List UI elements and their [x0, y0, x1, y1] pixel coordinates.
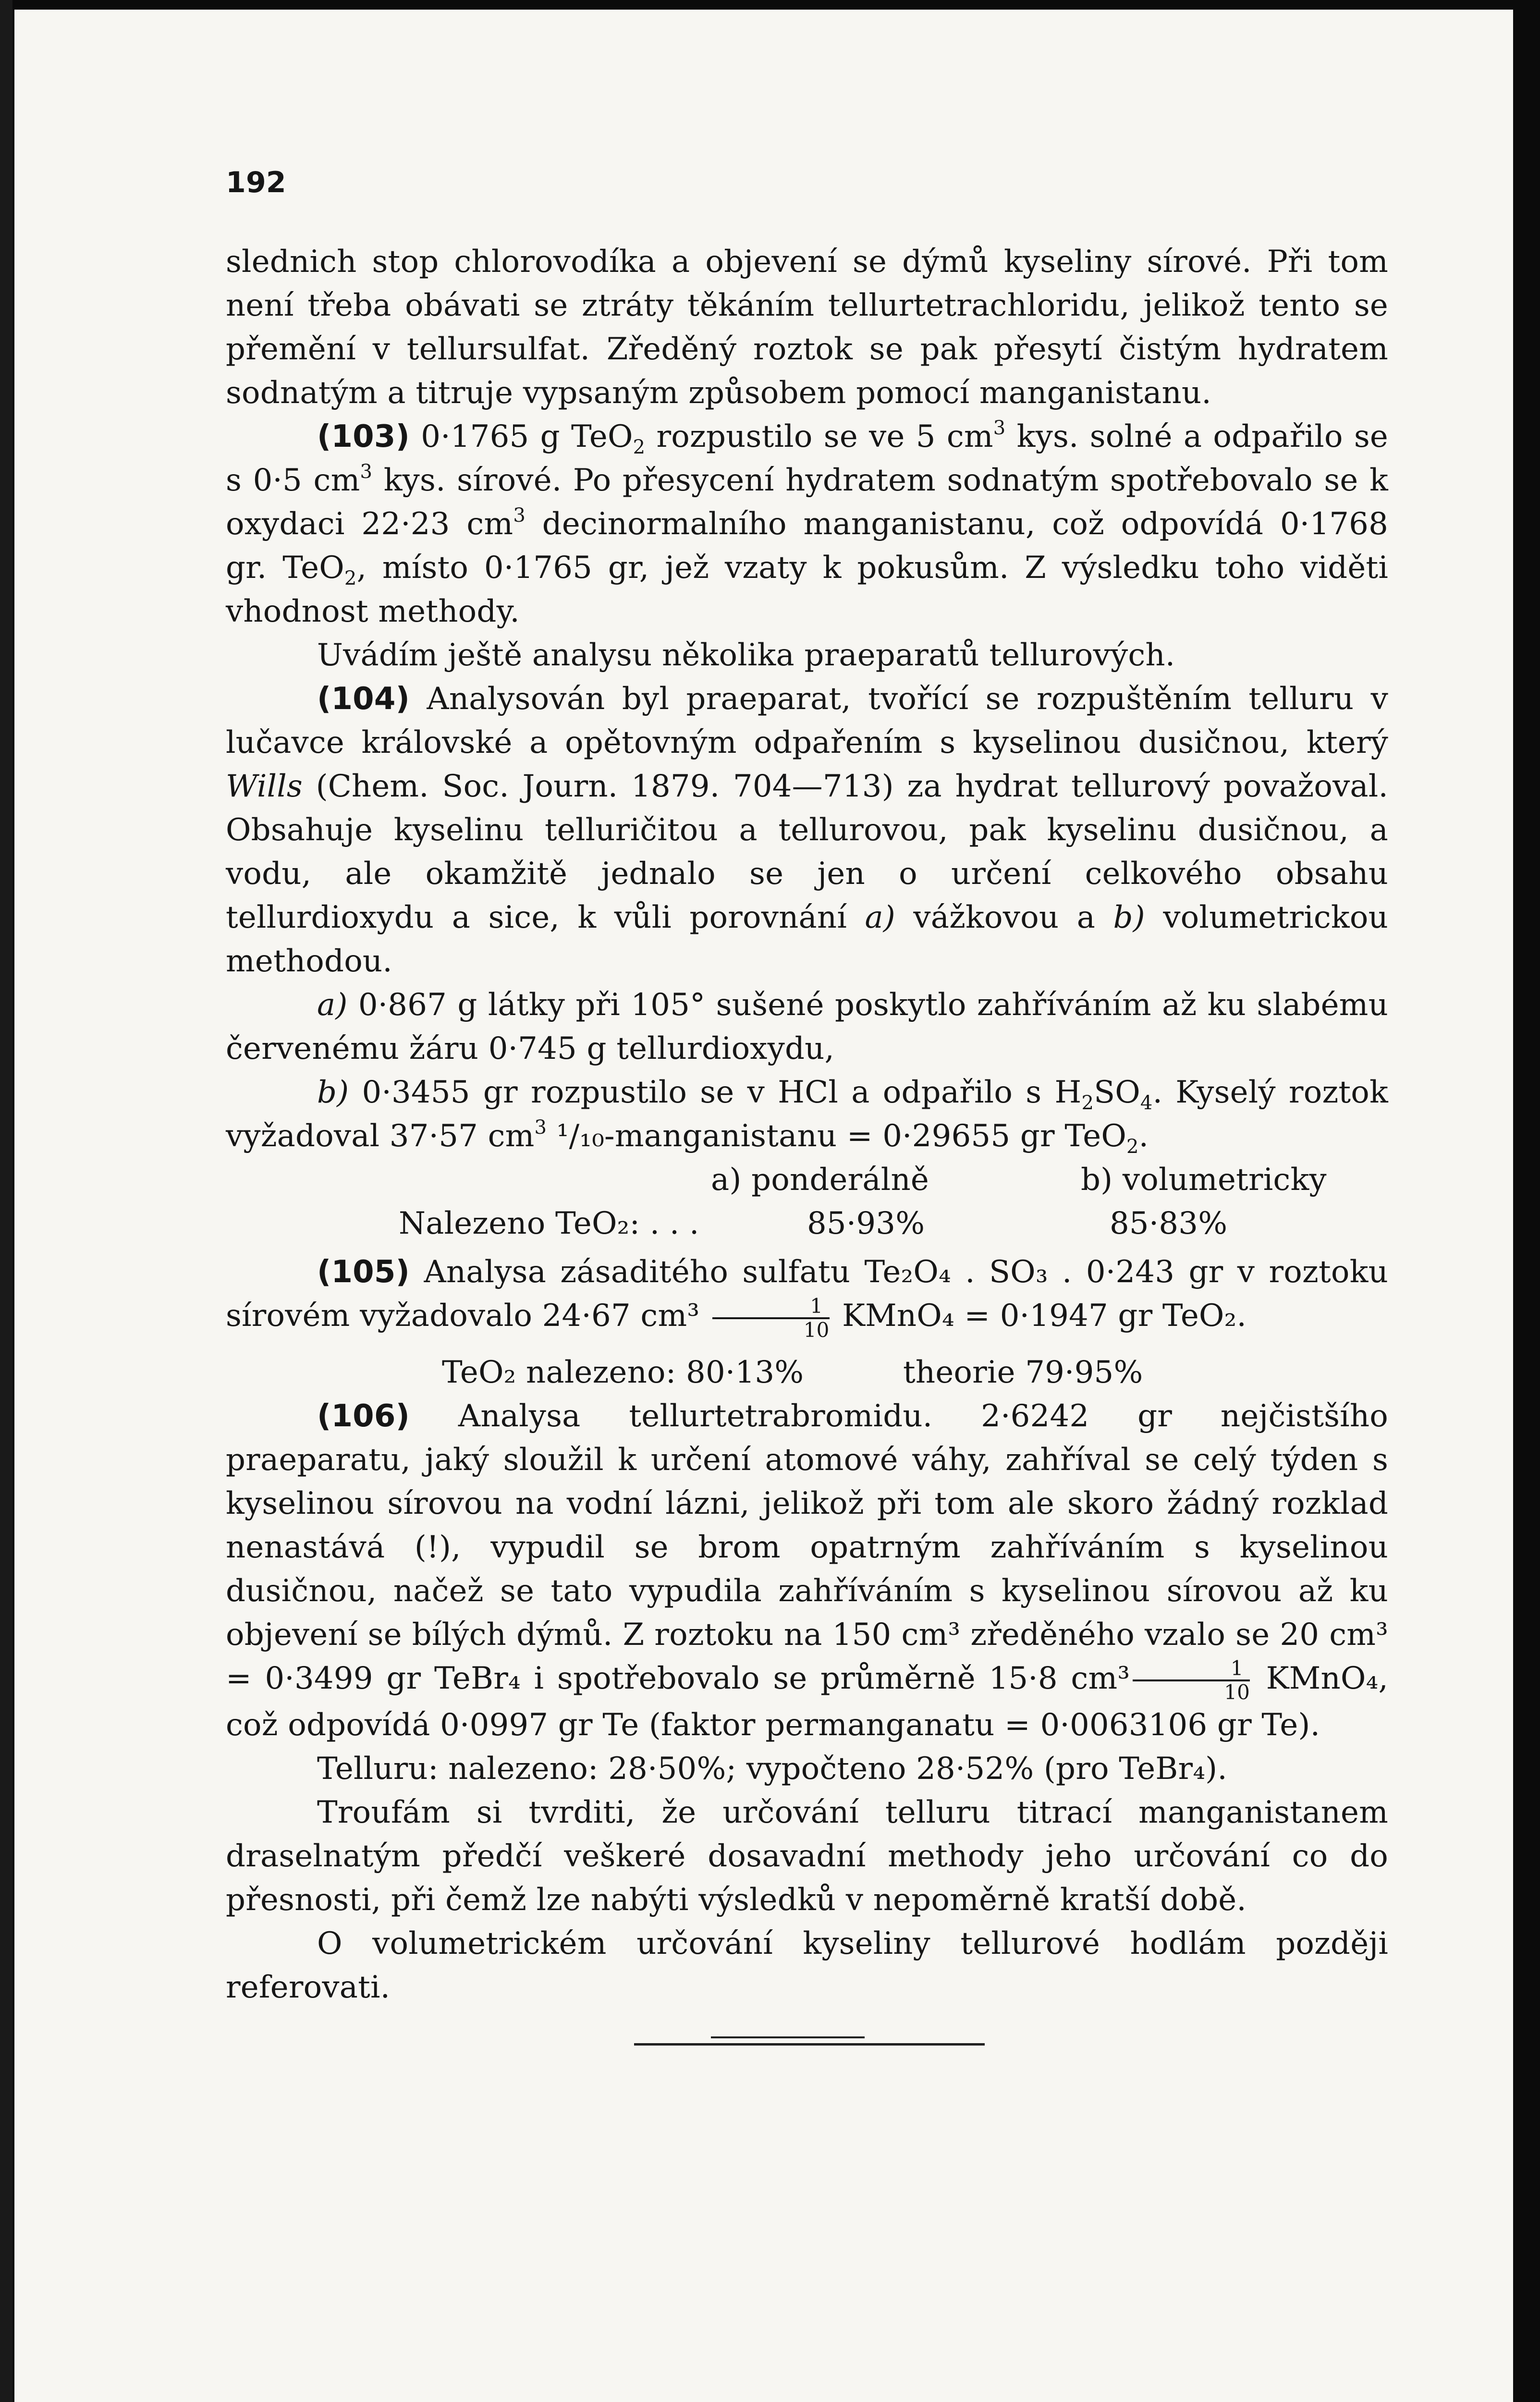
result-105-theory: theorie 79·95%	[903, 1354, 1143, 1390]
page-content	[226, 163, 1388, 2067]
item-number-104: (104)	[317, 681, 410, 717]
result-105-found: TeO₂ nalezeno: 80·13%	[442, 1354, 804, 1390]
value-volumetricky: 85·83%	[1110, 1206, 1228, 1241]
paragraph-praeparaty: Uvádím ještě analysu několika praeparatů tellurových.	[317, 637, 1175, 673]
rule-long	[634, 2043, 985, 2046]
paragraph-intro: slednich stop chlorovodíka a objevení se dýmů kyseliny sírové. Při tom není třeba obávati se ztráty těkáním tellurtetrachloridu, jelikož tento se přemění v tellursulfat. Zředěný roztok se pak přesytí čistým hydratem sodnatým a titruje vypsaným způsobem pomocí manganistanu.	[226, 244, 1388, 411]
value-ponderalne: 85·93%	[807, 1206, 925, 1241]
column-ponderalne: a) ponderálně	[711, 1162, 929, 1198]
scan-border	[0, 0, 12, 2402]
paragraph-final: O volumetrickém určování kyseliny tellurové hodlám později referovati.	[226, 1926, 1388, 2005]
paragraph-telluru: Telluru: nalezeno: 28·50%; vypočteno 28·52% (pro TeBr₄).	[317, 1751, 1227, 1787]
rule-short	[711, 2036, 865, 2038]
item-number-103: (103)	[317, 419, 410, 454]
paragraph-105: (105) Analysa zásaditého sulfatu Te₂O₄ . SO₃ . 0·243 gr v roztoku sírovém vyžadovalo 24·67 cm³ $\frac{1}{10}$ KMnO₄ = 0·1947 gr TeO₂.	[226, 1254, 1388, 1342]
fraction-one-tenth: $\frac{1}{10}$	[712, 1295, 830, 1341]
paragraph-104: (104) Analysován byl praeparat, tvořící se rozpuštěním telluru v lučavce královské a opětovným odpařením s kyselinou dusičnou, který Wills (Chem. Soc. Journ. 1879. 704—713) za hydrat tellurový považoval. Obsahuje kyselinu telluričitou a tellurovou, pak kyselinu dusičnou, a vodu, ale okamžitě jednalo se jen o určení celkového obsahu tellurdioxydu a sice, k vůli porovnání a) vážkovou a b) volumetrickou methodou.	[226, 681, 1389, 979]
author-wills: Wills	[226, 769, 303, 804]
paragraph-a: a) 0·867 g látky při 105° sušené poskytlo zahříváním až ku slabému červenému žáru 0·745 g tellurdioxydu,	[226, 987, 1388, 1066]
paragraph-106: (106) Analysa tellurtetrabromidu. 2·6242 gr nejčistšího praeparatu, jaký sloužil k určení atomové váhy, zahříval se celý týden s kyselinou sírovou na vodní lázni, jelikož při tom ale skoro žádný rozklad nenastává (!), vypudil se brom opatrným zahříváním s kyselinou dusičnou, načež se tato vypudila zahříváním s kyselinou sírovou až ku objevení se bílých dýmů. Z roztoku na 150 cm³ zředěného vzalo se 20 cm³ = 0·3499 gr TeBr₄ i spotřebovalo se průměrně 15·8 cm³ $\frac{1}{10}$ KMnO₄, což odpovídá 0·0997 gr Te (faktor permanganatu = 0·0063106 gr Te).	[226, 1398, 1388, 1743]
page-number: 192	[226, 166, 286, 199]
result-table-header	[226, 1158, 1388, 1202]
item-number-105: (105)	[317, 1254, 410, 1290]
item-number-106: (106)	[317, 1398, 410, 1434]
end-rule	[226, 2010, 1388, 2067]
row-label-nalezeno: Nalezeno TeO₂: . . .	[399, 1206, 699, 1241]
paragraph-conclusion: Troufám si tvrditi, že určování telluru titrací manganistanem draselnatým předčí veškeré dosavadní methody jeho určování co do přesnosti, při čemž lze nabýti výsledků v nepoměrně kratší době.	[226, 1795, 1388, 1918]
column-volumetricky: b) volumetricky	[1081, 1162, 1327, 1198]
result-table-row	[226, 1202, 1388, 1246]
paragraph-103: (103) 0·1765 g TeO$_2$ rozpustilo se ve 5 $cm^3$ kys. solné a odpařilo se s 0·5 $cm^3$ kys. sírové. Po přesycení hydratem sodnatým spotřebovalo se k oxydaci 22·23 $cm^3$ decinormalního manganistanu, což odpovídá 0·1768 gr. TeO$_2$, místo 0·1765 gr, jež vzaty k pokusům. Z výsledku toho viděti vhodnost methody.	[226, 417, 1389, 629]
result-105	[226, 1351, 1388, 1395]
paragraph-b: b) 0·3455 gr rozpustilo se v HCl a odpařilo s $H_2SO_4$. Kyselý roztok vyžadoval 37·57 $cm^3$ ¹/₁₀-manganistanu = 0·29655 gr TeO$_2$.	[226, 1075, 1388, 1158]
fraction-one-tenth-2: $\frac{1}{10}$	[1133, 1657, 1250, 1703]
